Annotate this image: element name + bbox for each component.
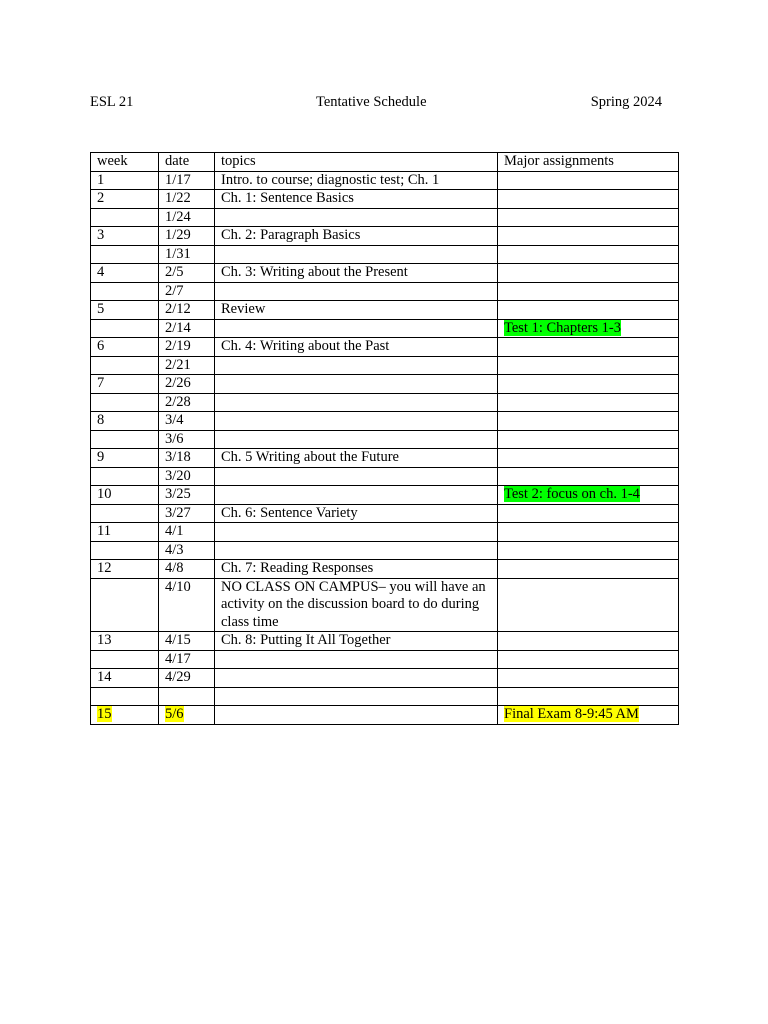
column-header-week: week bbox=[91, 153, 159, 172]
date-cell: 1/22 bbox=[159, 190, 215, 209]
assignment-cell bbox=[498, 669, 679, 688]
topic-cell bbox=[215, 412, 498, 431]
topic-cell bbox=[215, 706, 498, 725]
term-label: Spring 2024 bbox=[590, 94, 662, 110]
week-cell bbox=[91, 282, 159, 301]
topic-cell bbox=[215, 669, 498, 688]
table-row bbox=[91, 264, 679, 283]
table-row bbox=[91, 467, 679, 486]
week-cell bbox=[91, 467, 159, 486]
table-row bbox=[91, 687, 679, 706]
topic-cell bbox=[215, 319, 498, 338]
topic-cell: Intro. to course; diagnostic test; Ch. 1 bbox=[215, 171, 498, 190]
schedule-table bbox=[90, 152, 679, 725]
assignment-cell bbox=[498, 375, 679, 394]
topic-cell: Ch. 5 Writing about the Future bbox=[215, 449, 498, 468]
date-cell: 4/29 bbox=[159, 669, 215, 688]
week-cell: 13 bbox=[91, 632, 159, 651]
assignment-cell bbox=[498, 687, 679, 706]
date-cell: 4/1 bbox=[159, 523, 215, 542]
final-week-highlight: 15 bbox=[97, 706, 112, 722]
date-cell: 4/17 bbox=[159, 650, 215, 669]
table-row bbox=[91, 541, 679, 560]
assignment-cell bbox=[498, 190, 679, 209]
date-cell: 4/10 bbox=[159, 578, 215, 632]
table-row bbox=[91, 393, 679, 412]
table-row bbox=[91, 706, 679, 725]
table-header-row bbox=[91, 153, 679, 172]
table-row bbox=[91, 190, 679, 209]
assignment-cell bbox=[498, 338, 679, 357]
week-cell: 6 bbox=[91, 338, 159, 357]
table-row bbox=[91, 560, 679, 579]
week-cell bbox=[91, 430, 159, 449]
topic-cell: Ch. 1: Sentence Basics bbox=[215, 190, 498, 209]
topic-cell bbox=[215, 375, 498, 394]
date-cell bbox=[159, 687, 215, 706]
topic-cell bbox=[215, 650, 498, 669]
table-row bbox=[91, 208, 679, 227]
topic-cell bbox=[215, 523, 498, 542]
week-cell: 3 bbox=[91, 227, 159, 246]
test-2-highlight: Test 2: focus on ch. 1-4 bbox=[504, 486, 640, 502]
date-cell: 2/26 bbox=[159, 375, 215, 394]
table-row bbox=[91, 282, 679, 301]
date-cell: 2/7 bbox=[159, 282, 215, 301]
week-cell bbox=[91, 393, 159, 412]
table-row bbox=[91, 338, 679, 357]
date-cell: 4/15 bbox=[159, 632, 215, 651]
assignment-cell bbox=[498, 467, 679, 486]
week-cell: 1 bbox=[91, 171, 159, 190]
table-row bbox=[91, 449, 679, 468]
column-header-major-assignments: Major assignments bbox=[498, 153, 679, 172]
week-cell: 10 bbox=[91, 486, 159, 505]
topic-cell: Ch. 6: Sentence Variety bbox=[215, 504, 498, 523]
table-row bbox=[91, 227, 679, 246]
week-cell: 5 bbox=[91, 301, 159, 320]
topic-cell: Ch. 8: Putting It All Together bbox=[215, 632, 498, 651]
topic-cell: NO CLASS ON CAMPUS– you will have an activity on the discussion board to do during class time bbox=[215, 578, 498, 632]
final-exam-highlight: Final Exam 8-9:45 AM bbox=[504, 706, 639, 722]
table-row bbox=[91, 650, 679, 669]
document-header bbox=[90, 94, 662, 114]
topic-cell bbox=[215, 430, 498, 449]
week-cell bbox=[91, 541, 159, 560]
week-cell bbox=[91, 578, 159, 632]
week-cell bbox=[91, 504, 159, 523]
assignment-cell bbox=[498, 245, 679, 264]
column-header-date: date bbox=[159, 153, 215, 172]
date-cell: 2/28 bbox=[159, 393, 215, 412]
week-cell: 11 bbox=[91, 523, 159, 542]
table-row bbox=[91, 430, 679, 449]
assignment-cell bbox=[498, 301, 679, 320]
assignment-cell bbox=[498, 632, 679, 651]
assignment-cell bbox=[498, 560, 679, 579]
topic-cell bbox=[215, 393, 498, 412]
assignment-cell bbox=[498, 412, 679, 431]
week-cell: 14 bbox=[91, 669, 159, 688]
date-cell: 1/29 bbox=[159, 227, 215, 246]
date-cell: 2/12 bbox=[159, 301, 215, 320]
week-cell bbox=[91, 687, 159, 706]
topic-cell bbox=[215, 687, 498, 706]
topic-cell bbox=[215, 282, 498, 301]
date-cell: 3/6 bbox=[159, 430, 215, 449]
assignment-cell bbox=[498, 541, 679, 560]
week-cell: 12 bbox=[91, 560, 159, 579]
assignment-cell bbox=[498, 504, 679, 523]
assignment-cell bbox=[498, 319, 679, 338]
assignment-cell bbox=[498, 264, 679, 283]
assignment-cell bbox=[498, 356, 679, 375]
assignment-cell bbox=[498, 650, 679, 669]
date-cell: 4/8 bbox=[159, 560, 215, 579]
table-row bbox=[91, 578, 679, 632]
date-cell: 4/3 bbox=[159, 541, 215, 560]
date-cell bbox=[159, 706, 215, 725]
assignment-cell bbox=[498, 282, 679, 301]
assignment-cell bbox=[498, 430, 679, 449]
date-cell: 3/4 bbox=[159, 412, 215, 431]
week-cell bbox=[91, 245, 159, 264]
table-row bbox=[91, 632, 679, 651]
date-cell: 2/21 bbox=[159, 356, 215, 375]
table-row bbox=[91, 319, 679, 338]
topic-cell bbox=[215, 541, 498, 560]
date-cell: 1/24 bbox=[159, 208, 215, 227]
date-cell: 2/14 bbox=[159, 319, 215, 338]
table-row bbox=[91, 375, 679, 394]
table-row bbox=[91, 523, 679, 542]
table-row bbox=[91, 504, 679, 523]
topic-cell bbox=[215, 467, 498, 486]
date-cell: 2/5 bbox=[159, 264, 215, 283]
date-cell: 3/18 bbox=[159, 449, 215, 468]
assignment-cell bbox=[498, 171, 679, 190]
week-cell: 4 bbox=[91, 264, 159, 283]
course-code: ESL 21 bbox=[90, 94, 134, 110]
date-cell: 3/27 bbox=[159, 504, 215, 523]
table-row bbox=[91, 171, 679, 190]
week-cell bbox=[91, 706, 159, 725]
week-cell: 9 bbox=[91, 449, 159, 468]
assignment-cell bbox=[498, 486, 679, 505]
assignment-cell bbox=[498, 393, 679, 412]
date-cell: 3/20 bbox=[159, 467, 215, 486]
week-cell: 2 bbox=[91, 190, 159, 209]
assignment-cell bbox=[498, 449, 679, 468]
topic-cell: Ch. 4: Writing about the Past bbox=[215, 338, 498, 357]
date-cell: 1/17 bbox=[159, 171, 215, 190]
table-row bbox=[91, 245, 679, 264]
table-row bbox=[91, 486, 679, 505]
topic-cell bbox=[215, 486, 498, 505]
topic-cell: Ch. 3: Writing about the Present bbox=[215, 264, 498, 283]
topic-cell: Ch. 2: Paragraph Basics bbox=[215, 227, 498, 246]
date-cell: 1/31 bbox=[159, 245, 215, 264]
topic-cell bbox=[215, 356, 498, 375]
column-header-topics: topics bbox=[215, 153, 498, 172]
topic-cell: Ch. 7: Reading Responses bbox=[215, 560, 498, 579]
assignment-cell bbox=[498, 706, 679, 725]
date-cell: 2/19 bbox=[159, 338, 215, 357]
table-row bbox=[91, 356, 679, 375]
topic-cell bbox=[215, 208, 498, 227]
week-cell bbox=[91, 208, 159, 227]
week-cell bbox=[91, 356, 159, 375]
week-cell bbox=[91, 650, 159, 669]
table-row bbox=[91, 301, 679, 320]
topic-cell: Review bbox=[215, 301, 498, 320]
assignment-cell bbox=[498, 578, 679, 632]
week-cell: 7 bbox=[91, 375, 159, 394]
assignment-cell bbox=[498, 523, 679, 542]
week-cell: 8 bbox=[91, 412, 159, 431]
assignment-cell bbox=[498, 227, 679, 246]
date-cell: 3/25 bbox=[159, 486, 215, 505]
final-date-highlight: 5/6 bbox=[165, 706, 184, 722]
table-row bbox=[91, 412, 679, 431]
document-title: Tentative Schedule bbox=[316, 94, 427, 110]
topic-cell bbox=[215, 245, 498, 264]
week-cell bbox=[91, 319, 159, 338]
assignment-cell bbox=[498, 208, 679, 227]
table-row bbox=[91, 669, 679, 688]
test-1-highlight: Test 1: Chapters 1-3 bbox=[504, 319, 621, 336]
